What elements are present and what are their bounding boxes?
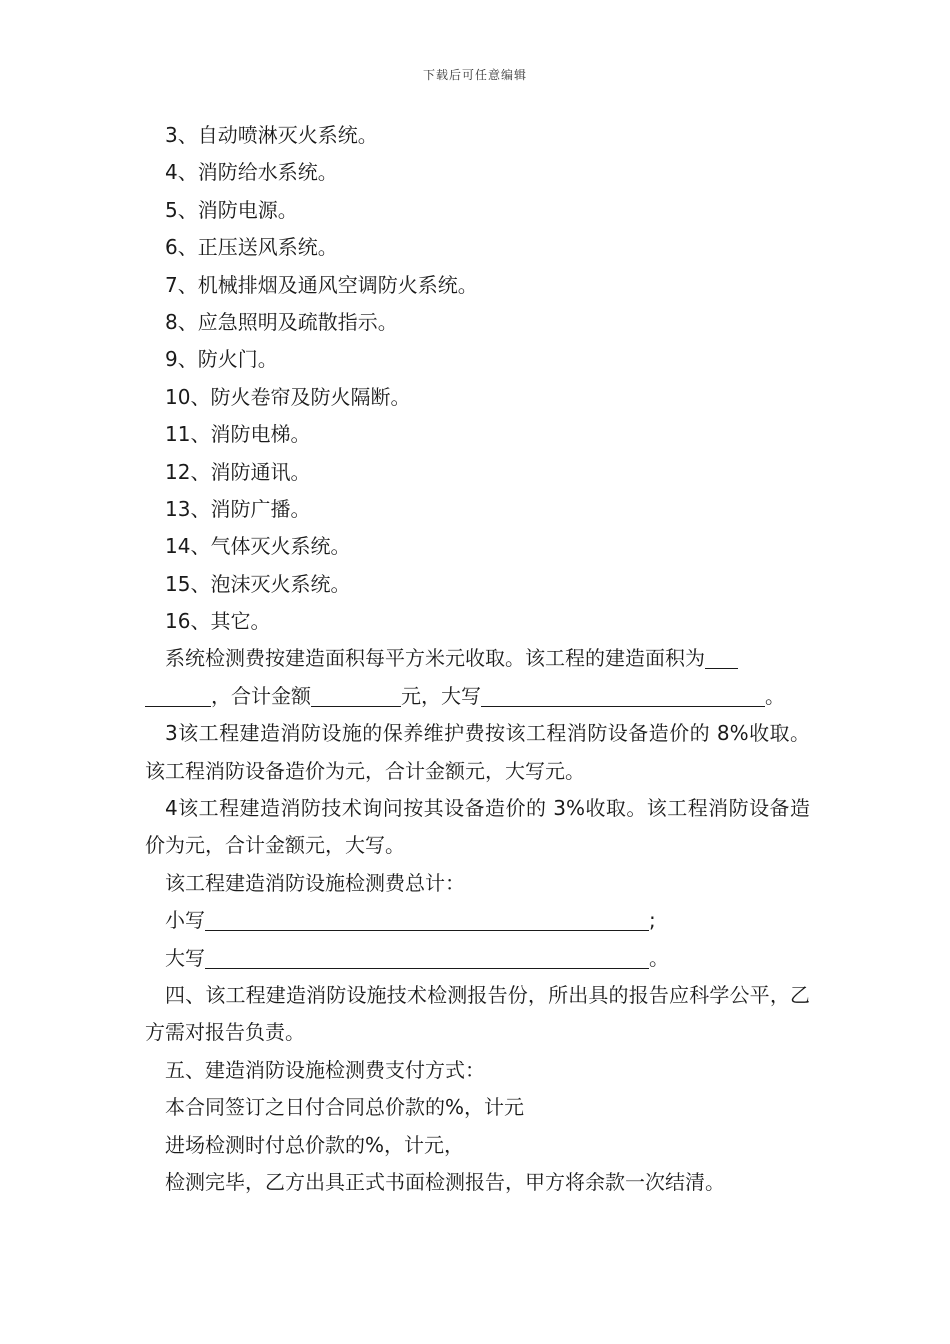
list-item: 15、泡沫灭火系统。 bbox=[165, 571, 351, 596]
total-big-line bbox=[145, 940, 810, 977]
total-heading: 该工程建造消防设施检测费总计： bbox=[165, 870, 465, 895]
fee-text-part3: 元，大写 bbox=[401, 683, 481, 708]
fee-paragraph-line-2 bbox=[145, 678, 810, 715]
list-item: 6、正压送风系统。 bbox=[165, 235, 338, 260]
fee-text-part4: 。 bbox=[765, 683, 785, 708]
fee-text-part2: ，合计金额 bbox=[211, 683, 311, 708]
payment-line: 进场检测时付总价款的%，计元， bbox=[165, 1132, 465, 1157]
maintenance-fee-paragraph: 3该工程建造消防设施的保养维护费按该工程消防设备造价的 8%收取。该工程消防设备造价为元，合计金额元，大写元。 bbox=[145, 721, 810, 783]
small-end: ; bbox=[649, 908, 656, 933]
list-item: 14、气体灭火系统。 bbox=[165, 534, 351, 559]
big-end: 。 bbox=[649, 945, 669, 970]
list-item: 3、自动喷淋灭火系统。 bbox=[165, 123, 378, 147]
fee-text-part1: 系统检测费按建造面积每平方米元收取。该工程的建造面积为 bbox=[165, 646, 705, 671]
list-item: 8、应急照明及疏散指示。 bbox=[165, 309, 398, 334]
list-item: 10、防火卷帘及防火隔断。 bbox=[165, 384, 411, 409]
list-item: 7、机械排烟及通风空调防火系统。 bbox=[165, 272, 478, 297]
page-header: 下载后可任意编辑 bbox=[422, 68, 527, 82]
report-section: 四、该工程建造消防设施技术检测报告份，所出具的报告应科学公平，乙方需对报告负责。 bbox=[145, 983, 810, 1045]
list-item: 11、消防电梯。 bbox=[165, 422, 311, 447]
area-blank-field-cont[interactable] bbox=[145, 684, 211, 707]
list-item: 5、消防电源。 bbox=[165, 197, 298, 222]
payment-line: 本合同签订之日付合同总价款的%，计元 bbox=[165, 1095, 525, 1120]
payment-heading: 五、建造消防设施检测费支付方式： bbox=[165, 1057, 485, 1082]
document-body bbox=[145, 117, 810, 1201]
small-amount-blank-field[interactable] bbox=[205, 908, 649, 931]
list-item: 9、防火门。 bbox=[165, 347, 278, 372]
area-blank-field[interactable] bbox=[705, 646, 738, 669]
list-item: 12、消防通讯。 bbox=[165, 459, 311, 484]
list-item: 4、消防给水系统。 bbox=[165, 160, 338, 185]
amount-blank-field[interactable] bbox=[311, 684, 401, 707]
payment-line: 检测完毕，乙方出具正式书面检测报告，甲方将余款一次结清。 bbox=[165, 1170, 725, 1195]
total-small-line bbox=[145, 902, 810, 939]
list-item: 16、其它。 bbox=[165, 609, 271, 634]
small-label: 小写 bbox=[165, 908, 205, 933]
consulting-fee-paragraph: 4该工程建造消防技术询问按其设备造价的 3%收取。该工程消防设备造价为元，合计金额元，大写。 bbox=[145, 796, 810, 858]
list-item: 13、消防广播。 bbox=[165, 496, 311, 521]
capital-amount-blank-field[interactable] bbox=[481, 684, 765, 707]
fee-paragraph-line-1 bbox=[145, 640, 810, 677]
big-amount-blank-field[interactable] bbox=[205, 946, 649, 969]
big-label: 大写 bbox=[165, 945, 205, 970]
